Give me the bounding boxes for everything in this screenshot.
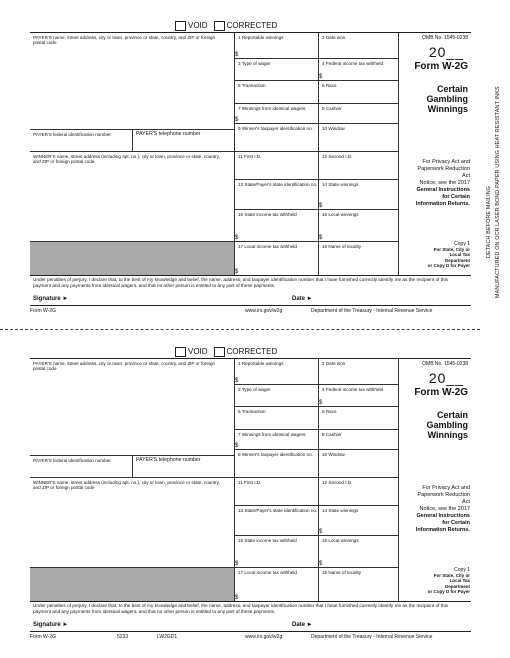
privacy-notice: For Privacy Act and Paperwork Reduction Act Notice, see the 2017 General Instructions for Certain Information Returns.	[415, 159, 470, 207]
box-11[interactable]: 11 First I.D.	[235, 478, 319, 506]
box-17[interactable]: 17 Local income tax withheld $	[235, 242, 319, 275]
box-3[interactable]: 3 Type of wager	[235, 59, 319, 81]
payer-phone-field[interactable]: PAYER'S telephone number	[133, 456, 235, 478]
footer-code-2: LW2GD1	[157, 634, 178, 640]
box-5[interactable]: 5 Transaction	[235, 81, 319, 104]
date-label[interactable]: Date ►	[292, 296, 313, 302]
box-1[interactable]: 1 Reportable winnings $	[235, 359, 319, 385]
perjury-statement: Under penalties of perjury, I declare that, to the best of my knowledge and belief, the name, address, and taxpayer identification number that I have furnished correctly identify me as the recipient of this payment and any payments from identical wagers, and that no other person is entitled to any part of these payments.	[33, 603, 448, 614]
box-7[interactable]: 7 Winnings from identical wagers $	[235, 430, 319, 450]
box-8[interactable]: 8 Cashier	[319, 430, 399, 450]
box-13[interactable]: 13 State/Payer's state identification no.	[235, 180, 319, 210]
side-text-manufactured: MANUFACTURED ON OCR LASER BOND PAPER USING HEAT RESISTANT INKS	[495, 86, 501, 298]
perjury-statement: Under penalties of perjury, I declare that, to the best of my knowledge and belief, the name, address, and taxpayer identification number that I have furnished correctly identify me as the recipient of this payment and any payments from identical wagers, and that no other person is entitled to any part of these payments.	[33, 277, 448, 288]
form-header-block	[400, 359, 470, 450]
payer-fid-field[interactable]: PAYER'S federal identification number	[30, 130, 133, 152]
box-13[interactable]: 13 State/Payer's state identification no.	[235, 506, 319, 536]
box-9[interactable]: 9 Winner's taxpayer identification no.	[235, 124, 319, 152]
form-name: Form W-2G	[414, 387, 468, 398]
shaded-area	[30, 568, 235, 601]
signature-label[interactable]: Signature ►	[33, 296, 69, 302]
winner-name-field[interactable]: WINNER'S name, street address (including apt. no.), city or town, province or state, country, and ZIP or foreign postal code	[30, 478, 235, 568]
payer-fid-field[interactable]: PAYER'S federal identification number	[30, 456, 133, 478]
signature-line	[30, 305, 471, 306]
winner-name-field[interactable]: WINNER'S name, street address (including apt. no.), city or town, province or state, country, and ZIP or foreign postal code	[30, 152, 235, 242]
box-6[interactable]: 6 Race	[319, 407, 399, 430]
form-title: Certain Gambling Winnings	[426, 84, 468, 114]
box-2[interactable]: 2 Date won	[319, 359, 399, 385]
date-label[interactable]: Date ►	[292, 622, 313, 628]
tax-year: 20__	[428, 370, 464, 386]
box-17[interactable]: 17 Local income tax withheld $	[235, 568, 319, 601]
form-header-block	[400, 33, 470, 124]
privacy-notice: For Privacy Act and Paperwork Reduction Act Notice, see the 2017 General Instructions for Certain Information Returns.	[415, 485, 470, 533]
form-title: Certain Gambling Winnings	[426, 410, 468, 440]
payer-name-field[interactable]: PAYER'S name, street address, city or town, province or state, country, and ZIP or foreign postal code	[30, 33, 235, 130]
box-9[interactable]: 9 Winner's taxpayer identification no.	[235, 450, 319, 478]
footer-url: www.irs.gov/w2g	[245, 308, 283, 314]
box-15[interactable]: 15 State income tax withheld $	[235, 536, 319, 568]
omb-number: OMB No. 1545-0238	[422, 361, 468, 367]
footer-url: www.irs.gov/w2g	[245, 634, 283, 640]
box-15[interactable]: 15 State income tax withheld $	[235, 210, 319, 242]
box-16[interactable]: 16 Local winnings $	[319, 210, 399, 242]
checkbox-row	[175, 20, 277, 31]
checkbox-row	[175, 346, 277, 357]
tax-year: 20__	[428, 44, 464, 60]
void-checkbox[interactable]: VOID	[175, 21, 208, 31]
footer-dept: Department of the Treasury - Internal Revenue Service	[311, 308, 433, 314]
box-14[interactable]: 14 State winnings $	[319, 180, 399, 210]
signature-line	[30, 631, 471, 632]
shaded-area	[30, 242, 235, 275]
side-text-detach: DETACH BEFORE MAILING	[486, 185, 492, 258]
copy-1-block: Copy 1 For State, City or Local Tax Department or Copy D for Payer	[427, 241, 470, 268]
footer-dept: Department of the Treasury - Internal Revenue Service	[311, 634, 433, 640]
box-16[interactable]: 16 Local winnings $	[319, 536, 399, 568]
footer-code-1: 5233	[117, 634, 129, 640]
box-7[interactable]: 7 Winnings from identical wagers $	[235, 104, 319, 124]
box-12[interactable]: 12 Second I.D.	[319, 478, 399, 506]
footer-form-name: Form W-2G	[30, 634, 57, 640]
cut-line	[0, 329, 480, 330]
box-4[interactable]: 4 Federal income tax withheld $	[319, 59, 399, 81]
box-4[interactable]: 4 Federal income tax withheld $	[319, 385, 399, 407]
box-8[interactable]: 8 Cashier	[319, 104, 399, 124]
w2g-form-top	[30, 20, 471, 314]
box-6[interactable]: 6 Race	[319, 81, 399, 104]
signature-label[interactable]: Signature ►	[33, 622, 69, 628]
void-checkbox[interactable]: VOID	[175, 347, 208, 357]
box-1[interactable]: 1 Reportable winnings $	[235, 33, 319, 59]
box-5[interactable]: 5 Transaction	[235, 407, 319, 430]
form-name: Form W-2G	[414, 61, 468, 72]
w2g-form-bottom	[30, 346, 471, 640]
corrected-checkbox[interactable]: CORRECTED	[214, 21, 278, 31]
omb-number: OMB No. 1545-0238	[422, 35, 468, 41]
box-18[interactable]: 18 Name of locality	[319, 568, 399, 601]
copy-1-block: Copy 1 For State, City or Local Tax Department or Copy D for Payer	[427, 567, 470, 594]
box-11[interactable]: 11 First I.D.	[235, 152, 319, 180]
payer-name-field[interactable]: PAYER'S name, street address, city or town, province or state, country, and ZIP or foreign postal code	[30, 359, 235, 456]
box-12[interactable]: 12 Second I.D.	[319, 152, 399, 180]
corrected-checkbox[interactable]: CORRECTED	[214, 347, 278, 357]
box-14[interactable]: 14 State winnings $	[319, 506, 399, 536]
box-3[interactable]: 3 Type of wager	[235, 385, 319, 407]
box-10[interactable]: 10 Window	[319, 124, 399, 152]
footer-form-name: Form W-2G	[30, 308, 57, 314]
box-2[interactable]: 2 Date won	[319, 33, 399, 59]
box-18[interactable]: 18 Name of locality	[319, 242, 399, 275]
payer-phone-field[interactable]: PAYER'S telephone number	[133, 130, 235, 152]
box-10[interactable]: 10 Window	[319, 450, 399, 478]
